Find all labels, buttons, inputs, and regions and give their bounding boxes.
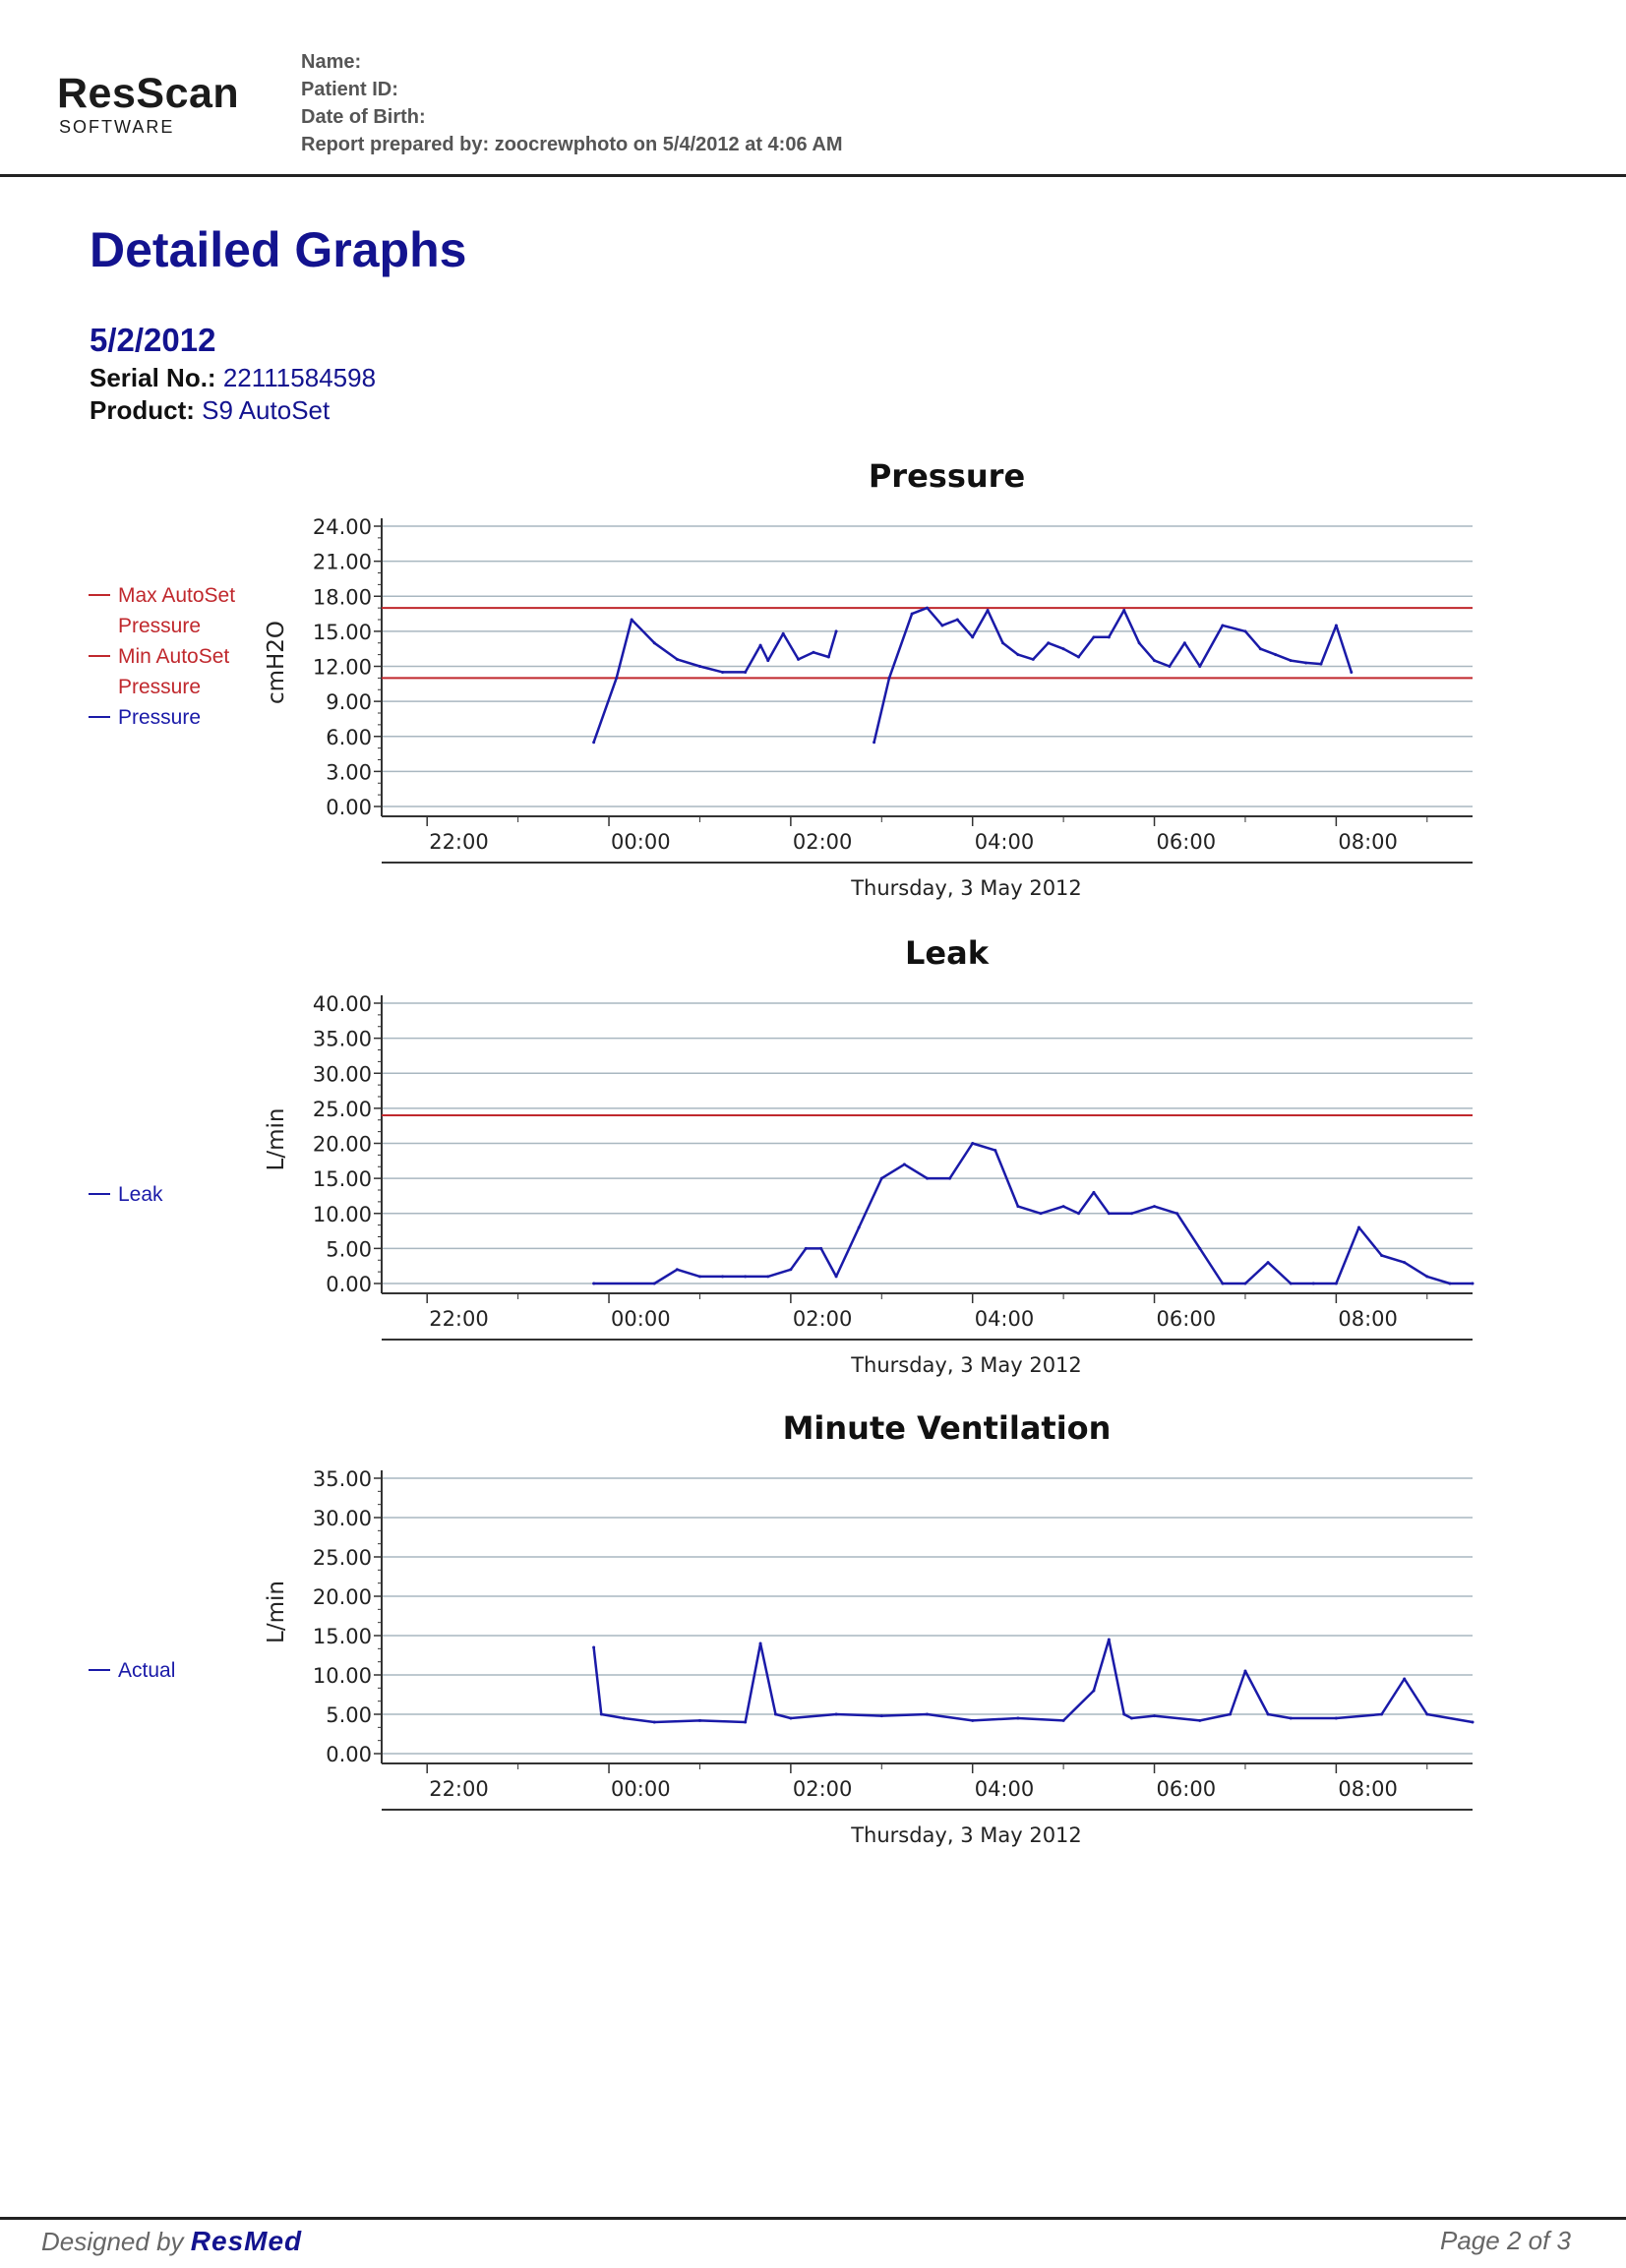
x-axis-label: Thursday, 3 May 2012 <box>851 876 1082 900</box>
legend-label: Pressure <box>118 706 202 729</box>
data-point <box>789 1717 792 1720</box>
data-point <box>1357 1226 1360 1229</box>
data-point <box>911 613 914 616</box>
data-point <box>797 658 800 661</box>
data-point <box>1138 641 1141 644</box>
y-tick-label: 15.00 <box>312 1625 372 1648</box>
data-point <box>819 1247 822 1250</box>
data-point <box>1108 635 1111 638</box>
data-point <box>1243 1670 1246 1673</box>
x-tick-label: 22:00 <box>429 1777 489 1801</box>
x-tick-label: 06:00 <box>1156 830 1217 854</box>
data-point <box>744 671 747 674</box>
x-tick-label: 08:00 <box>1338 830 1398 854</box>
data-point <box>835 1275 838 1278</box>
x-tick-label: 08:00 <box>1338 1777 1398 1801</box>
data-point <box>1108 1212 1111 1215</box>
x-tick-label: 00:00 <box>611 1777 671 1801</box>
serial-label: Serial No.: <box>90 363 216 392</box>
header-patient-id-label: Patient ID: <box>301 79 398 100</box>
y-tick-label: 5.00 <box>326 1237 372 1262</box>
data-point <box>1243 629 1246 632</box>
data-point <box>676 658 679 661</box>
product <box>90 395 330 426</box>
y-tick-label: 0.00 <box>326 1743 372 1766</box>
y-axis-label: L/min <box>264 1581 289 1643</box>
x-axis-label: Thursday, 3 May 2012 <box>851 1353 1082 1377</box>
y-tick-label: 10.00 <box>312 1202 372 1226</box>
data-point <box>1092 635 1095 638</box>
y-tick-label: 15.00 <box>312 620 372 644</box>
serial-value: 22111584598 <box>222 363 377 392</box>
data-point <box>1267 1713 1270 1716</box>
leak-chart <box>0 929 1626 1382</box>
y-tick-label: 35.00 <box>312 1027 372 1051</box>
y-tick-label: 24.00 <box>312 515 372 539</box>
data-point <box>721 1275 724 1278</box>
data-point <box>887 677 890 680</box>
page-title: Detailed Graphs <box>90 222 467 277</box>
y-axis-label: L/min <box>264 1107 289 1171</box>
data-point <box>1130 1212 1133 1215</box>
data-point <box>1153 1714 1156 1717</box>
chart-title: Minute Ventilation <box>782 1409 1112 1447</box>
series-line <box>874 608 1352 743</box>
data-point <box>1259 647 1262 650</box>
x-tick-label: 22:00 <box>429 1307 489 1331</box>
data-point <box>971 1142 974 1145</box>
header-divider <box>0 174 1626 177</box>
pressure-chart <box>0 452 1626 905</box>
data-point <box>1047 641 1050 644</box>
logo-text: ResScan <box>57 70 240 117</box>
data-point <box>1077 656 1080 659</box>
data-point <box>721 671 724 674</box>
data-point <box>774 1713 777 1716</box>
x-tick-label: 06:00 <box>1156 1307 1217 1331</box>
data-point <box>1092 1690 1095 1693</box>
data-point <box>835 1713 838 1716</box>
data-point <box>948 1177 951 1180</box>
y-tick-label: 20.00 <box>312 1585 372 1609</box>
data-point <box>1319 663 1322 666</box>
y-tick-label: 5.00 <box>326 1703 372 1727</box>
data-point <box>1274 653 1277 656</box>
y-tick-label: 25.00 <box>312 1546 372 1570</box>
x-tick-label: 04:00 <box>974 1307 1035 1331</box>
data-point <box>1062 1719 1065 1722</box>
chart-title: Pressure <box>868 457 1026 495</box>
x-tick-label: 02:00 <box>792 830 853 854</box>
resmed-logo: ResMed <box>190 2226 303 2256</box>
designed-by-text: Designed by <box>41 2227 184 2256</box>
data-point <box>827 656 830 659</box>
data-point <box>1077 1212 1080 1215</box>
data-point <box>1229 1713 1232 1716</box>
data-point <box>1472 1721 1475 1724</box>
legend-label: Min AutoSet Pressure <box>118 645 230 698</box>
data-point <box>1243 1283 1246 1285</box>
y-tick-label: 18.00 <box>312 585 372 610</box>
data-point <box>1062 1205 1065 1208</box>
data-point <box>592 1283 595 1285</box>
data-point <box>759 1642 762 1645</box>
data-point <box>631 619 633 622</box>
data-point <box>1016 653 1019 656</box>
legend-label: Actual <box>118 1659 176 1682</box>
session-date: 5/2/2012 <box>90 322 216 358</box>
data-point <box>1335 624 1338 627</box>
y-tick-label: 15.00 <box>312 1167 372 1192</box>
data-point <box>926 1177 929 1180</box>
data-point <box>1403 1261 1406 1264</box>
chart-title: Leak <box>905 934 989 972</box>
data-point <box>1198 665 1201 668</box>
x-tick-label: 00:00 <box>611 830 671 854</box>
data-point <box>1040 1212 1043 1215</box>
data-point <box>994 1149 996 1152</box>
serial-number <box>90 363 376 393</box>
data-point <box>1130 1717 1133 1720</box>
data-point <box>1153 1205 1156 1208</box>
data-point <box>1016 1205 1019 1208</box>
data-point <box>1335 1717 1338 1720</box>
data-point <box>698 1719 701 1722</box>
data-point <box>1221 1283 1224 1285</box>
data-point <box>782 632 785 635</box>
data-point <box>1335 1283 1338 1285</box>
data-point <box>623 1717 626 1720</box>
x-tick-label: 02:00 <box>792 1307 853 1331</box>
footer-divider <box>0 2217 1626 2220</box>
data-point <box>1198 1719 1201 1722</box>
data-point <box>858 1226 861 1229</box>
header-dob-label: Date of Birth: <box>301 106 426 128</box>
data-point <box>926 607 929 610</box>
data-point <box>812 651 814 654</box>
x-tick-label: 04:00 <box>974 1777 1035 1801</box>
y-axis-label: cmH2O <box>264 620 289 705</box>
data-point <box>766 659 769 662</box>
legend-label: Max AutoSet Pressure <box>118 584 236 637</box>
data-point <box>789 1268 792 1271</box>
y-tick-label: 0.00 <box>326 1273 372 1296</box>
x-tick-label: 22:00 <box>429 830 489 854</box>
y-tick-label: 9.00 <box>326 690 372 715</box>
x-axis-label: Thursday, 3 May 2012 <box>851 1823 1082 1847</box>
data-point <box>880 1714 883 1717</box>
series-line <box>594 1640 1473 1722</box>
data-point <box>880 1177 883 1180</box>
data-point <box>744 1275 747 1278</box>
x-tick-label: 00:00 <box>611 1307 671 1331</box>
data-point <box>1032 658 1035 661</box>
data-point <box>744 1721 747 1724</box>
data-point <box>1448 1283 1451 1285</box>
data-point <box>1108 1639 1111 1641</box>
data-point <box>698 665 701 668</box>
x-tick-label: 04:00 <box>974 830 1035 854</box>
y-tick-label: 6.00 <box>326 725 372 749</box>
data-point <box>592 741 595 744</box>
data-point <box>653 641 656 644</box>
data-point <box>1312 1283 1315 1285</box>
data-point <box>1380 1254 1383 1257</box>
header-report-prepared: Report prepared by: zoocrewphoto on 5/4/2012 at 4:06 AM <box>301 134 843 155</box>
data-point <box>971 635 974 638</box>
data-point <box>1425 1713 1428 1716</box>
y-tick-label: 20.00 <box>312 1132 372 1157</box>
data-point <box>1122 1713 1125 1716</box>
header-name-label: Name: <box>301 51 362 73</box>
data-point <box>1175 1212 1178 1215</box>
data-point <box>1380 1713 1383 1716</box>
data-point <box>1122 609 1125 612</box>
data-point <box>956 619 959 622</box>
y-tick-label: 30.00 <box>312 1507 372 1530</box>
data-point <box>1001 641 1004 644</box>
y-tick-label: 10.00 <box>312 1664 372 1688</box>
data-point <box>1221 624 1224 627</box>
data-point <box>1290 1717 1293 1720</box>
footer-designed-by <box>41 2226 302 2257</box>
y-tick-label: 0.00 <box>326 796 372 819</box>
data-point <box>1403 1678 1406 1681</box>
product-label: Product: <box>90 395 195 425</box>
y-tick-label: 40.00 <box>312 992 372 1016</box>
data-point <box>1092 1191 1095 1194</box>
x-tick-label: 02:00 <box>792 1777 853 1801</box>
data-point <box>835 629 838 632</box>
data-point <box>1290 659 1293 662</box>
y-tick-label: 21.00 <box>312 550 372 574</box>
data-point <box>971 1719 974 1722</box>
data-point <box>653 1283 656 1285</box>
data-point <box>1168 665 1171 668</box>
data-point <box>676 1268 679 1271</box>
y-tick-label: 3.00 <box>326 760 372 785</box>
data-point <box>1304 661 1307 664</box>
x-tick-label: 06:00 <box>1156 1777 1217 1801</box>
data-point <box>873 741 875 744</box>
data-point <box>1267 1261 1270 1264</box>
data-point <box>1153 659 1156 662</box>
data-point <box>766 1275 769 1278</box>
minute-ventilation-chart <box>0 1404 1626 1857</box>
resscan-logo <box>57 70 240 138</box>
legend-label: Leak <box>118 1183 163 1206</box>
product-value: S9 AutoSet <box>202 395 331 425</box>
data-point <box>1425 1275 1428 1278</box>
data-point <box>987 609 990 612</box>
data-point <box>698 1275 701 1278</box>
y-tick-label: 35.00 <box>312 1467 372 1491</box>
data-point <box>926 1713 929 1716</box>
data-point <box>615 677 618 680</box>
logo-subtext: SOFTWARE <box>59 117 175 137</box>
data-point <box>1016 1717 1019 1720</box>
page-number: Page 2 of 3 <box>1440 2226 1571 2255</box>
series-line <box>594 620 837 743</box>
data-point <box>592 1646 595 1649</box>
data-point <box>805 1247 808 1250</box>
data-point <box>940 624 943 627</box>
data-point <box>1183 641 1186 644</box>
data-point <box>1290 1283 1293 1285</box>
data-point <box>1062 647 1065 650</box>
y-tick-label: 30.00 <box>312 1062 372 1087</box>
data-point <box>1350 671 1353 674</box>
data-point <box>1472 1283 1475 1285</box>
y-tick-label: 12.00 <box>312 655 372 680</box>
y-tick-label: 25.00 <box>312 1097 372 1121</box>
data-point <box>653 1721 656 1724</box>
data-point <box>903 1163 906 1165</box>
data-point <box>600 1713 603 1716</box>
data-point <box>759 644 762 647</box>
data-point <box>1198 1247 1201 1250</box>
x-tick-label: 08:00 <box>1338 1307 1398 1331</box>
